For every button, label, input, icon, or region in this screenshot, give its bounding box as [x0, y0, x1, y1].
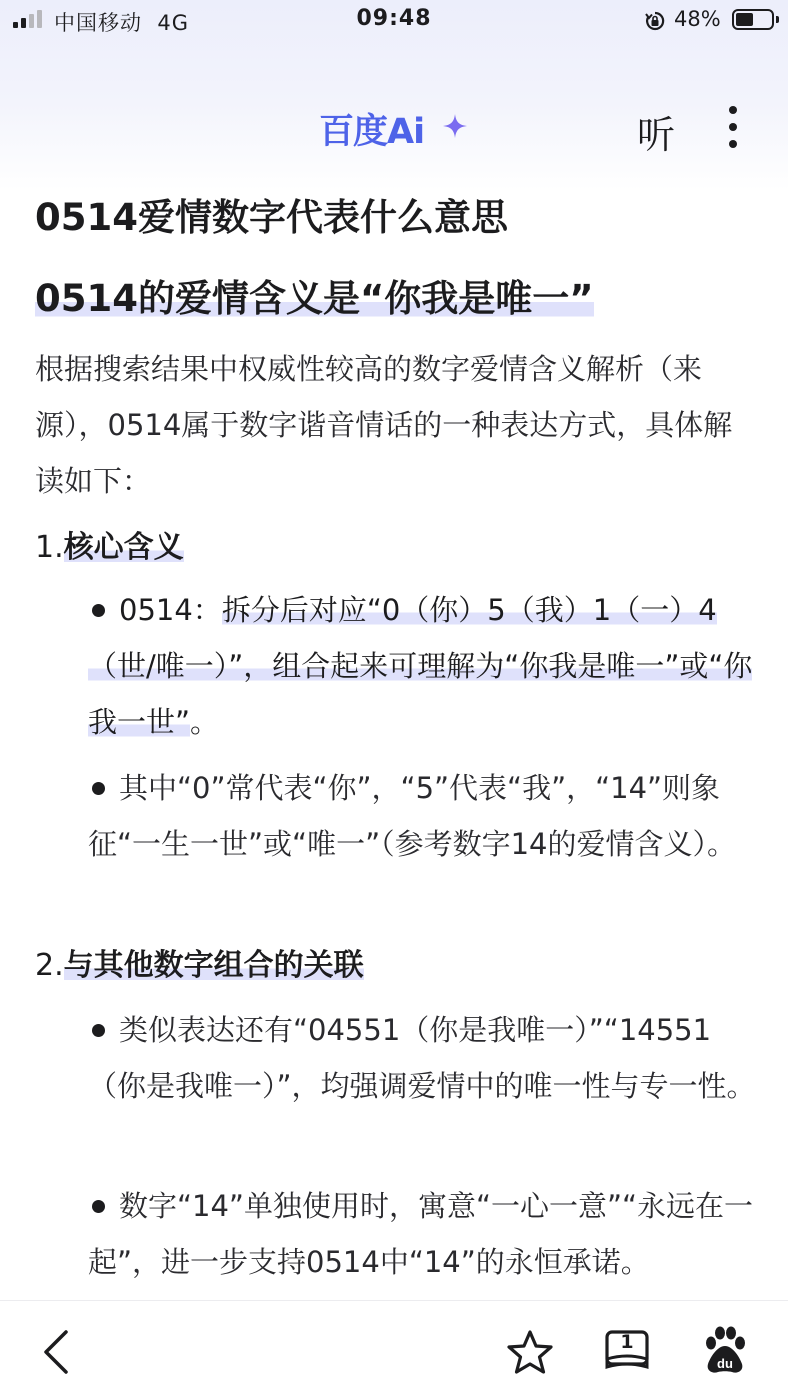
- more-menu-icon[interactable]: [724, 106, 742, 148]
- battery-percent: 48%: [674, 7, 721, 31]
- section-heading-1: [35, 522, 184, 566]
- answer-title: [35, 268, 594, 322]
- bullet-dot: [92, 782, 105, 795]
- rotation-lock-icon: [644, 10, 666, 32]
- question-title: 0514爱情数字代表什么意思: [35, 196, 508, 239]
- clock: 09:48: [356, 6, 432, 31]
- back-icon[interactable]: [40, 1329, 70, 1375]
- highlighted-text: 你我是唯一”或“你我一世”: [88, 649, 753, 739]
- bullet-suffix: 。: [190, 705, 220, 739]
- listen-button[interactable]: 听: [637, 113, 676, 157]
- status-bar: [0, 0, 788, 40]
- bullet-dot: [92, 604, 105, 617]
- battery-icon: [732, 9, 774, 30]
- bullet-dot: [92, 1200, 105, 1213]
- svg-text:du: du: [717, 1356, 733, 1371]
- list-item: [88, 1002, 758, 1114]
- list-item: [88, 760, 758, 872]
- baidu-paw-icon[interactable]: [700, 1325, 750, 1375]
- answer-title-text: 0514的爱情含义是“你我是唯一”: [35, 277, 594, 320]
- bullet-text: 其中“0”常代表“你”，“5”代表“我”，“14”则象征“一生一世”或“唯一”（参考数字14的爱情含义）。: [88, 771, 736, 861]
- sparkle-icon: [441, 112, 469, 140]
- section-number: 2.: [35, 948, 64, 983]
- section-number: 1.: [35, 530, 64, 565]
- bullet-dot: [92, 1024, 105, 1037]
- star-icon[interactable]: [506, 1329, 554, 1375]
- section-title: 与其他数字组合的关联: [63, 948, 364, 983]
- list-item: [88, 582, 758, 750]
- bullet-text: 数字“14”单独使用时，寓意“一心一意”“永远在一起”，进一步支持0514中“14”的永恒承诺。: [88, 1189, 754, 1279]
- bottom-toolbar: [0, 1300, 788, 1400]
- bullet-prefix: 0514：: [119, 593, 222, 627]
- section-title: 核心含义: [63, 530, 184, 565]
- highlighted-text: 拆分后对应“0（你）5（我）1（一）4（世/唯一）”，组合起来可理解为“: [88, 593, 717, 683]
- tabs-button[interactable]: [603, 1329, 651, 1375]
- list-item: [88, 1178, 758, 1290]
- section-heading-2: [35, 940, 364, 984]
- tab-count: 1: [620, 1331, 634, 1353]
- carrier-label: 中国移动 4G: [54, 11, 189, 35]
- network-type: 4G: [157, 11, 189, 35]
- intro-paragraph: 根据搜索结果中权威性较高的数字爱情含义解析（来源），0514属于数字谐音情话的一种表达方式，具体解读如下：: [35, 352, 733, 498]
- bullet-text: 类似表达还有“04551（你是我唯一）”“14551（你是我唯一）”，均强调爱情中的唯一性与专一性。: [88, 1013, 756, 1103]
- baidu-ai-logo[interactable]: 百度Ai: [319, 112, 425, 152]
